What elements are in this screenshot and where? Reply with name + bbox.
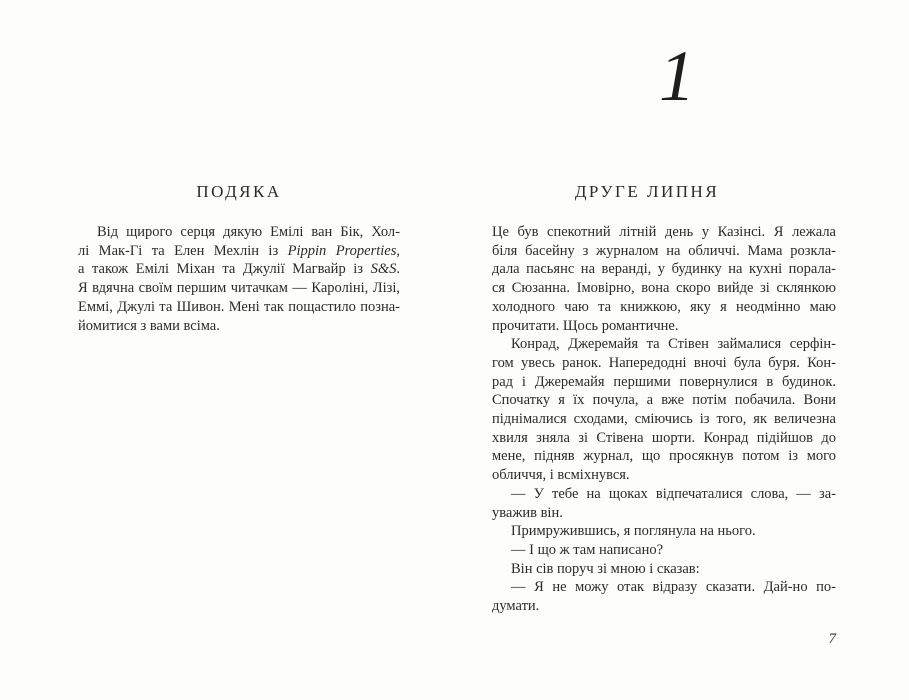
text-line: — У тебе на щоках відпечаталися слова, — за-: [511, 485, 836, 502]
text-line: біля басейну з журналом на обличчі. Мама розкла-: [492, 242, 836, 259]
text-line: Еммі, Джулі та Шивон. Мені так пощастило позна-: [78, 298, 400, 315]
text-line: — І що ж там написано?: [511, 541, 664, 558]
text-line: Спочатку я їх почула, а вже потім побачила. Вони: [492, 392, 836, 409]
text-line: лі Мак-Гі та Елен Мехлін із Pippin Properties,: [78, 242, 401, 259]
text-line: прочитати. Щось романтичне.: [492, 317, 679, 334]
right-page-heading: ДРУГЕ ЛИПНЯ: [574, 182, 720, 201]
text-line: а також Емілі Міхан та Джулії Магвайр із S&S.: [78, 261, 400, 278]
left-page-heading: ПОДЯКА: [196, 182, 282, 201]
text-line: думати.: [492, 598, 540, 615]
text-line: обличчя, і всміхнувся.: [492, 467, 630, 484]
text-line: гом увесь ранок. Напередодні вночі була буря. Кон-: [492, 354, 836, 371]
text-line: Конрад, Джеремайя та Стівен займалися серфін-: [511, 336, 836, 353]
text-line: дала пасьянс на веранді, у будинку на кухні порала-: [492, 261, 836, 278]
text-line: піднімалися сходами, сміючись із того, як величезна: [492, 411, 836, 428]
text-line: Від щирого серця дякую Емілі ван Бік, Хол-: [97, 224, 400, 240]
text-line: йомитися з вами всіма.: [78, 317, 220, 334]
left-page-body: [78, 223, 400, 335]
text-line: ся Сюзанна. Імовірно, вона скоро вийде зі склянкою: [492, 280, 836, 297]
text-line: хвиля зняла зі Стівена шорти. Конрад підійшов до: [492, 429, 836, 446]
text-line: рад і Джеремайя першими повернулися в будинок.: [492, 373, 836, 390]
text-line: Примружившись, я поглянула на нього.: [511, 523, 756, 540]
text-line: холодного чаю та книжкою, яку я неодмінно маю: [492, 298, 836, 315]
text-line: мене, підняв журнал, що просякнув потом із мого: [492, 448, 836, 465]
text-line: Я вдячна своїм першим читачкам — Кароліні, Лізі,: [78, 280, 400, 297]
chapter-number: 1: [659, 36, 695, 116]
text-line: уважив він.: [492, 504, 563, 521]
text-line: Він сів поруч зі мною і сказав:: [511, 560, 700, 577]
text-line: Це був спекотний літній день у Казінсі. Я лежала: [492, 224, 836, 240]
right-page-body: [492, 223, 836, 616]
page-number: 7: [828, 631, 836, 647]
text-line: — Я не можу отак відразу сказати. Дай-но по-: [511, 579, 836, 596]
